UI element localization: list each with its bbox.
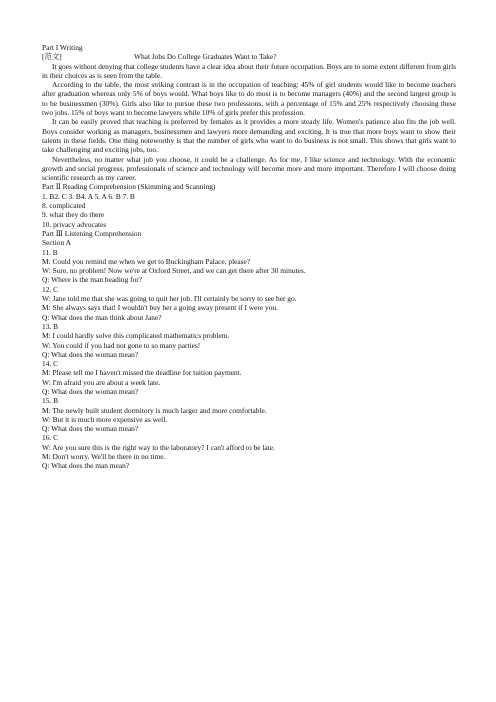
transcript-line: 14. C (42, 359, 59, 369)
essay-paragraph-1: It goes without denying that college students have a clear idea about their future occupation. Boys are to some extent different from girls in their choices as is seen from the table. (42, 61, 456, 80)
transcript-line: Q: What does the man mean? (42, 461, 130, 471)
transcript-line: W: But it is much more expensive as well. (42, 414, 168, 424)
essay-paragraph-2: According to the table, the most striking contrast is in the occupation of teaching: 45% of girl students would like to become teachers after graduation whereas only 5% of boys would. What boys like to do most is to become managers (40%) and the second largest group is to be businessmen (30%). Girls also like to pursue these two professions, with a percentage of 15% and 25% respectively choosing these two jobs. 15% of boys want to become lawyers while 10% of girls prefer this profession. (42, 80, 456, 118)
part1-heading: Part I Writing (42, 43, 83, 52)
transcript-line: 16. C (42, 433, 59, 443)
transcript-line: M: Please tell me I haven't missed the deadline for tuition payment. (42, 368, 242, 378)
model-essay-marker: [范文] (42, 52, 62, 62)
part2-heading: Part Ⅱ Reading Comprehension (Skimming and Scanning) (42, 182, 216, 192)
transcript-line: M: She always says that! I wouldn't buy her a going away present if I were you. (42, 303, 278, 313)
transcript-line: Q: What does the man think about Jane? (42, 312, 162, 322)
transcript-line: 15. B (42, 396, 59, 406)
transcript-line: W: You could if you had not gone to so many parties! (42, 340, 201, 350)
answer-line: 10. privacy advocates (42, 219, 107, 229)
transcript-line: M: I could hardly solve this complicated mathematics problem. (42, 331, 230, 341)
transcript-line: M: Don't worry. We'll be there in no time. (42, 452, 166, 462)
essay-paragraph-4: Nevertheless, no matter what job you choose, it could be a challenge. As for me, I like science and technology. With the economic growth and social progress, professionals of science and technology will become more and more important. Therefore I will choose doing scientific research as my career. (42, 154, 456, 183)
essay-title-row (42, 52, 456, 61)
transcript-line: Q: What does the woman mean? (42, 424, 139, 434)
answer-line: 9. what they do there (42, 210, 105, 220)
transcript-line: W: Are you sure this is the right way to the laboratory? I can't afford to be late. (42, 442, 275, 452)
transcript-line: Q: What does the woman mean? (42, 386, 139, 396)
transcript-line: M: Could you remind me when we get to Buckingham Palace, please? (42, 256, 251, 266)
transcript-line: 11. B (42, 247, 58, 257)
section-a-heading: Section A (42, 238, 71, 248)
transcript-line: Q: What does the woman mean? (42, 349, 139, 359)
answer-line: 8. complicated (42, 201, 86, 211)
essay-paragraph-3: It can be easily proved that teaching is preferred by females as it provides a more steady life. Women's patience also fits the job well. Boys consider working as managers, businessmen and lawyers more demanding and exciting. It is true that more boys want to show their talents in these fields. One thing noteworthy is that the number of girls who want to do business is not small. This shows that girls want to take challenging and exciting jobs, too. (42, 117, 456, 155)
transcript-line: 12. C (42, 284, 59, 294)
transcript-line: W: Sure, no problem! Now we're at Oxford Street, and we can get there after 30 minutes. (42, 266, 306, 276)
part3-heading: Part Ⅲ Listening Comprehension (42, 228, 142, 238)
transcript-line: W: I'm afraid you are about a week late. (42, 377, 161, 387)
document-page (42, 43, 456, 471)
transcript-line: Q: Where is the man heading for? (42, 275, 143, 285)
transcript-line: 13. B (42, 321, 59, 331)
answer-line: 1. B2. C 3. B4. A 5. A 6. B 7. B (42, 191, 135, 201)
essay-title: What Jobs Do College Graduates Want to Take? (134, 52, 277, 62)
transcript-line: M: The newly built student dormitory is much larger and more comfortable. (42, 405, 267, 415)
transcript-line: W: Jane told me that she was going to quit her job. I'll certainly be sorry to see her go. (42, 294, 297, 304)
